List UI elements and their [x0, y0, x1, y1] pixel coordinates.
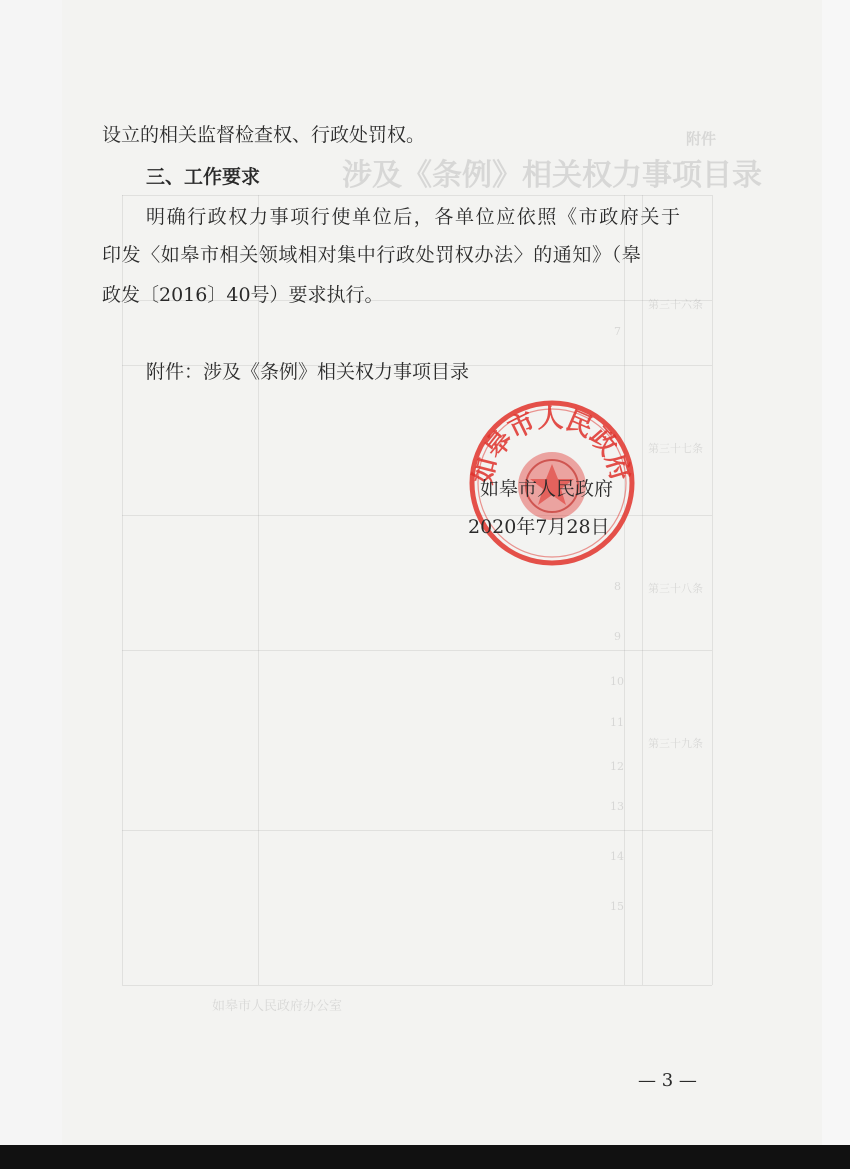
- paragraph-line-3: 政发〔2016〕40号）要求执行。: [102, 284, 384, 306]
- bleed-row-number: 13: [610, 800, 624, 813]
- bleed-row-number: 9: [614, 630, 621, 643]
- bleed-row-number: 15: [610, 900, 624, 913]
- bleed-grid-line: [624, 195, 625, 985]
- bleed-grid-line: [258, 195, 259, 985]
- seal-text-right: 人民政府: [537, 403, 636, 485]
- bleed-grid-line: [712, 195, 713, 985]
- bleed-section-label: 第三十八条: [648, 582, 703, 595]
- bleed-title: 涉及《条例》相关权力事项目录: [342, 158, 762, 193]
- paragraph-line-2: 印发〈如皋市相关领域相对集中行政处罚权办法〉的通知》（皋: [102, 244, 642, 266]
- bleed-row-number: 7: [614, 325, 621, 338]
- bleed-row-number: 12: [610, 760, 624, 773]
- bleed-grid-line: [122, 650, 712, 651]
- bleed-grid-line: [122, 195, 712, 196]
- bleed-row-number: 11: [610, 716, 624, 729]
- bleed-footer: 如皋市人民政府办公室: [212, 999, 343, 1014]
- bleed-row-number: 14: [610, 850, 624, 863]
- page-number: — 3 —: [638, 1070, 697, 1091]
- paragraph-line-1: 明确行政权力事项行使单位后，各单位应依照《市政府关于: [146, 206, 682, 228]
- bleed-grid-line: [642, 195, 643, 985]
- bleed-section-label: 第三十七条: [648, 442, 703, 455]
- scan-margin-right: [822, 0, 850, 1169]
- issue-date: 2020年7月28日: [468, 516, 610, 538]
- bleed-row-number: 10: [610, 675, 624, 688]
- seal-text-left: 如皋市: [468, 406, 541, 487]
- bleed-row-number: 8: [614, 580, 621, 593]
- attachment-line: 附件：涉及《条例》相关权力事项目录: [146, 361, 470, 383]
- body-line-1: 设立的相关监督检查权、行政处罚权。: [102, 124, 426, 146]
- scan-bottom-edge: [0, 1145, 850, 1169]
- bleed-attachment-label: 附件: [686, 130, 717, 148]
- issuer-name: 如皋市人民政府: [480, 478, 614, 500]
- document-page: [62, 0, 822, 1145]
- bleed-section-label: 第三十九条: [648, 737, 703, 750]
- bleed-section-label: 第三十六条: [648, 298, 703, 311]
- bleed-grid-line: [122, 830, 712, 831]
- bleed-grid-line: [122, 985, 712, 986]
- bleed-grid-line: [122, 195, 123, 985]
- scan-margin-left: [0, 0, 62, 1145]
- section-heading: 三、工作要求: [146, 166, 261, 188]
